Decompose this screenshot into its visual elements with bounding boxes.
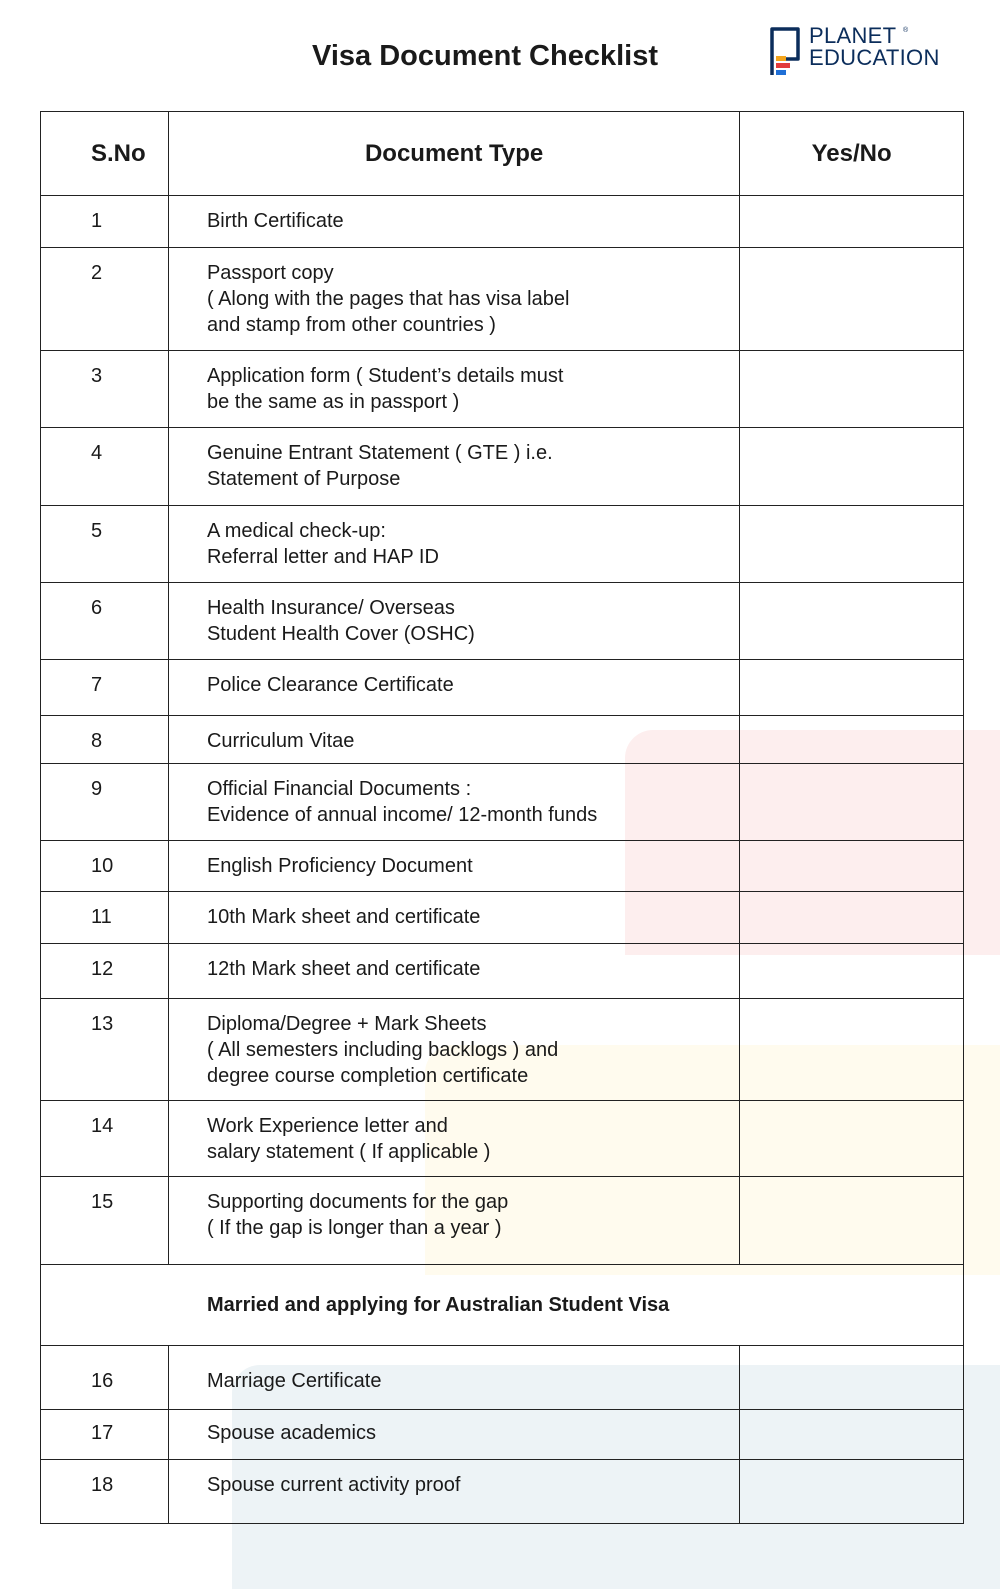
row-number: 14 bbox=[41, 1101, 169, 1177]
row-number: 2 bbox=[41, 248, 169, 351]
logo-line-1: PLANET bbox=[809, 23, 897, 48]
row-number: 7 bbox=[41, 660, 169, 716]
row-number: 6 bbox=[41, 583, 169, 660]
document-line: 10th Mark sheet and certificate bbox=[206, 906, 481, 928]
header-document-type: Document Type bbox=[168, 112, 739, 196]
document-type-cell bbox=[168, 1460, 739, 1524]
document-type-cell bbox=[168, 999, 739, 1101]
checklist-table bbox=[40, 111, 964, 1524]
table-row bbox=[41, 1410, 964, 1460]
yes-no-cell[interactable] bbox=[740, 764, 964, 841]
row-number: 15 bbox=[41, 1177, 169, 1265]
row-number: 10 bbox=[41, 841, 169, 892]
row-number: 18 bbox=[41, 1460, 169, 1524]
document-line: A medical check-up: bbox=[206, 520, 386, 542]
document-line: ( Along with the pages that has visa label bbox=[206, 288, 570, 310]
table-row bbox=[41, 351, 964, 428]
row-number: 3 bbox=[41, 351, 169, 428]
document-line: Passport copy bbox=[206, 262, 334, 284]
table-row bbox=[41, 1101, 964, 1177]
table-row bbox=[41, 764, 964, 841]
logo-mark-icon bbox=[768, 25, 802, 77]
document-type-cell bbox=[168, 196, 739, 248]
document-line: Birth Certificate bbox=[206, 210, 344, 232]
yes-no-cell[interactable] bbox=[740, 428, 964, 506]
document-line: 12th Mark sheet and certificate bbox=[206, 958, 481, 980]
document-line: Evidence of annual income/ 12-month funds bbox=[206, 804, 598, 826]
document-type-cell bbox=[168, 1346, 739, 1410]
yes-no-cell[interactable] bbox=[740, 1410, 964, 1460]
yes-no-cell[interactable] bbox=[740, 999, 964, 1101]
yes-no-cell[interactable] bbox=[740, 351, 964, 428]
document-line: salary statement ( If applicable ) bbox=[206, 1141, 491, 1163]
document-line: Spouse academics bbox=[206, 1422, 376, 1444]
table-row bbox=[41, 196, 964, 248]
table-row bbox=[41, 506, 964, 583]
table-row bbox=[41, 1460, 964, 1524]
document-line: Police Clearance Certificate bbox=[206, 674, 454, 696]
document-type-cell bbox=[168, 944, 739, 999]
document-line: Work Experience letter and bbox=[206, 1115, 448, 1137]
document-line: Referral letter and HAP ID bbox=[206, 546, 439, 568]
document-type-cell bbox=[168, 764, 739, 841]
row-number: 5 bbox=[41, 506, 169, 583]
table-row bbox=[41, 892, 964, 944]
yes-no-cell[interactable] bbox=[740, 1460, 964, 1524]
document-type-cell bbox=[168, 716, 739, 764]
table-row bbox=[41, 841, 964, 892]
document-line: English Proficiency Document bbox=[206, 855, 473, 877]
row-number: 13 bbox=[41, 999, 169, 1101]
document-type-cell bbox=[168, 351, 739, 428]
logo-wordmark bbox=[809, 25, 940, 69]
document-line: Curriculum Vitae bbox=[206, 730, 355, 752]
table-row bbox=[41, 716, 964, 764]
header-sno: S.No bbox=[41, 112, 169, 196]
yes-no-cell[interactable] bbox=[740, 716, 964, 764]
table-row bbox=[41, 583, 964, 660]
document-line: Spouse current activity proof bbox=[206, 1474, 461, 1496]
document-line: Student Health Cover (OSHC) bbox=[206, 623, 475, 645]
document-line: Application form ( Student’s details must bbox=[206, 365, 564, 387]
yes-no-cell[interactable] bbox=[740, 944, 964, 999]
table-row bbox=[41, 248, 964, 351]
table-row bbox=[41, 1346, 964, 1410]
page-title: Visa Document Checklist bbox=[312, 40, 658, 72]
document-line: Diploma/Degree + Mark Sheets bbox=[206, 1013, 487, 1035]
document-line: Health Insurance/ Overseas bbox=[206, 597, 455, 619]
document-line: Official Financial Documents : bbox=[206, 778, 472, 800]
yes-no-cell[interactable] bbox=[740, 1177, 964, 1265]
yes-no-cell[interactable] bbox=[740, 506, 964, 583]
row-number: 12 bbox=[41, 944, 169, 999]
document-type-cell bbox=[168, 248, 739, 351]
yes-no-cell[interactable] bbox=[740, 248, 964, 351]
section-heading: Married and applying for Australian Student Visa bbox=[41, 1265, 964, 1346]
document-type-cell bbox=[168, 1410, 739, 1460]
table-row bbox=[41, 999, 964, 1101]
yes-no-cell[interactable] bbox=[740, 660, 964, 716]
yes-no-cell[interactable] bbox=[740, 583, 964, 660]
married-rows bbox=[41, 1346, 964, 1524]
table-row bbox=[41, 1177, 964, 1265]
document-line: Genuine Entrant Statement ( GTE ) i.e. bbox=[206, 442, 553, 464]
row-number: 4 bbox=[41, 428, 169, 506]
document-line: ( All semesters including backlogs ) and bbox=[206, 1039, 559, 1061]
logo-trademark: ® bbox=[903, 27, 909, 34]
yes-no-cell[interactable] bbox=[740, 1346, 964, 1410]
yes-no-cell[interactable] bbox=[740, 892, 964, 944]
header-yes-no: Yes/No bbox=[740, 112, 964, 196]
row-number: 9 bbox=[41, 764, 169, 841]
header-row bbox=[41, 112, 964, 196]
table-row bbox=[41, 660, 964, 716]
planet-education-logo bbox=[768, 25, 940, 77]
document-type-cell bbox=[168, 1177, 739, 1265]
row-number: 1 bbox=[41, 196, 169, 248]
row-number: 8 bbox=[41, 716, 169, 764]
document-type-cell bbox=[168, 841, 739, 892]
document-type-cell bbox=[168, 660, 739, 716]
document-line: and stamp from other countries ) bbox=[206, 314, 496, 336]
document-line: be the same as in passport ) bbox=[206, 391, 460, 413]
table-row bbox=[41, 428, 964, 506]
document-line: degree course completion certificate bbox=[206, 1065, 529, 1087]
main-rows bbox=[41, 196, 964, 1265]
document-type-cell bbox=[168, 892, 739, 944]
yes-no-cell[interactable] bbox=[740, 196, 964, 248]
row-number: 16 bbox=[41, 1346, 169, 1410]
logo-line-2: EDUCATION bbox=[809, 45, 940, 70]
document-type-cell bbox=[168, 1101, 739, 1177]
document-type-cell bbox=[168, 428, 739, 506]
document-line: Supporting documents for the gap bbox=[206, 1191, 509, 1213]
section-row bbox=[41, 1265, 964, 1346]
document-type-cell bbox=[168, 583, 739, 660]
document-line: ( If the gap is longer than a year ) bbox=[206, 1217, 502, 1239]
document-type-cell bbox=[168, 506, 739, 583]
row-number: 11 bbox=[41, 892, 169, 944]
document-line: Statement of Purpose bbox=[206, 468, 401, 490]
table-row bbox=[41, 944, 964, 999]
yes-no-cell[interactable] bbox=[740, 1101, 964, 1177]
row-number: 17 bbox=[41, 1410, 169, 1460]
yes-no-cell[interactable] bbox=[740, 841, 964, 892]
document-line: Marriage Certificate bbox=[206, 1370, 382, 1392]
